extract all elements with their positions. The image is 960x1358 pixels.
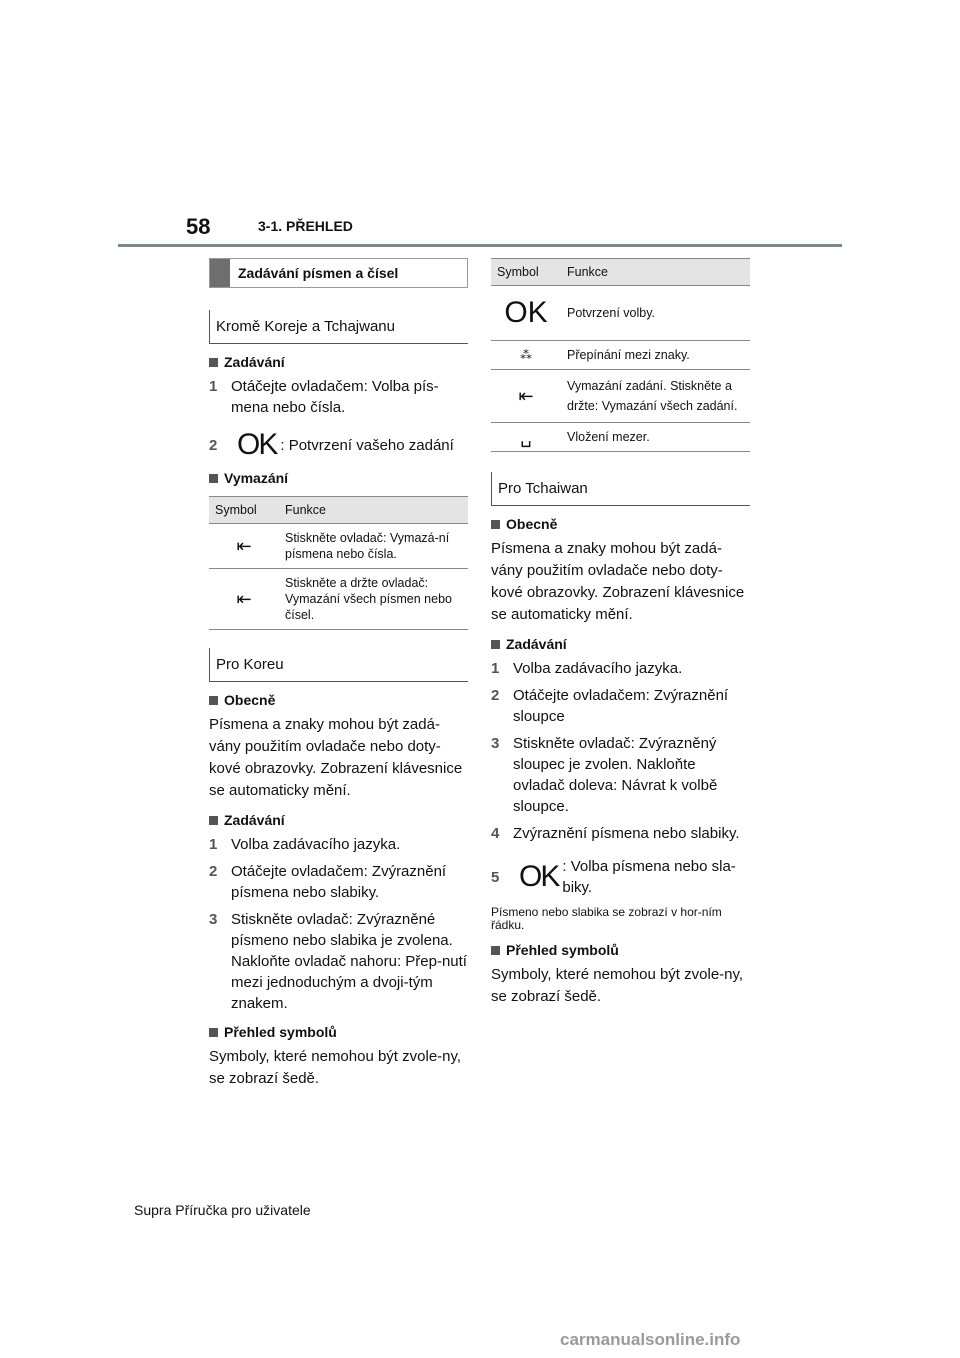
step-3: 3 Stiskněte ovladač: Zvýrazněný sloupec je zvolen. Nakloňte ovladač doleva: Návrat k volbě sloupce. — [491, 735, 718, 815]
ok-icon: OK — [491, 286, 561, 341]
left-column — [209, 258, 468, 1090]
heading-obecne: Obecně — [491, 516, 750, 532]
table-row: OK Potvrzení volby. — [491, 286, 750, 341]
footer-title: Supra Příručka pro uživatele — [134, 1202, 311, 1218]
heading-obecne: Obecně — [209, 692, 468, 708]
paragraph-prehled: Symboly, které nemohou být zvole-ny, se zobrazí šedě. — [209, 1048, 462, 1087]
delete-icon: ⇤ — [209, 524, 279, 569]
heading-prehled: Přehled symbolů — [209, 1024, 468, 1040]
table-row: ⇤ Stiskněte a držte ovladač: Vymazání všech písmen nebo čísel. — [209, 569, 468, 630]
space-icon: ␣ — [491, 423, 561, 452]
paragraph-prehled: Symboly, které nemohou být zvole-ny, se zobrazí šedě. — [491, 966, 744, 1005]
step-4: 4 Zvýraznění písmena nebo slabiky. — [491, 825, 740, 842]
step-1: 1 Volba zadávacího jazyka. — [491, 660, 683, 677]
paragraph-obecne: Písmena a znaky mohou být zadá-vány použitím ovladače nebo doty-kové obrazovky. Zobrazení klávesnice se automaticky mění. — [209, 716, 463, 799]
subsection-title: Kromě Koreje a Tchajwanu — [209, 310, 468, 344]
delete-icon: ⇤ — [209, 569, 279, 630]
table-header-function: Funkce — [279, 497, 468, 524]
heading-zadavani: Zadávání — [209, 354, 468, 370]
delete-icon: ⇤ — [491, 370, 561, 423]
subsection-korea: Pro Koreu — [209, 648, 468, 682]
table-row: ⇤ Vymazání zadání. Stiskněte a držte: Vymazání všech zadání. — [491, 370, 750, 423]
note-text: Písmeno nebo slabika se zobrazí v hor-ním řádku. — [491, 905, 722, 932]
table-row: ␣ Vložení mezer. — [491, 423, 750, 452]
step-2: 2 Otáčejte ovladačem: Zvýraznění sloupce — [491, 687, 729, 725]
paragraph-obecne: Písmena a znaky mohou být zadá-vány použitím ovladače nebo doty-kové obrazovky. Zobrazení klávesnice se automaticky mění. — [491, 540, 745, 623]
switch-characters-icon: ⁂ — [491, 341, 561, 370]
ok-icon: OK — [237, 428, 277, 461]
table-row: ⇤ Stiskněte ovladač: Vymazá-ní písmena nebo čísla. — [209, 524, 468, 569]
step-3: 3 Stiskněte ovladač: Zvýrazněné písmeno nebo slabika je zvolena. Nakloňte ovladač nahoru: Přep-nutí mezi jednoduchým a dvoji-tým znakem. — [209, 911, 467, 1012]
korea-symbols-table — [491, 258, 750, 452]
header-divider — [118, 244, 842, 247]
table-row: ⁂ Přepínání mezi znaky. — [491, 341, 750, 370]
right-column — [491, 258, 750, 1008]
section-title-box — [209, 258, 468, 288]
heading-vymazani: Vymazání — [209, 470, 468, 486]
ok-icon: OK — [519, 860, 559, 893]
section-title-marker — [210, 259, 230, 287]
page-number: 58 — [186, 214, 211, 239]
table-header-symbol: Symbol — [491, 259, 561, 286]
watermark: carmanualsonline.info — [560, 1330, 741, 1349]
table-header-function: Funkce — [561, 259, 750, 286]
table-header-symbol: Symbol — [209, 497, 279, 524]
section-title: Zadávání písmen a čísel — [238, 265, 399, 281]
step-2: 2 Otáčejte ovladačem: Zvýraznění písmena nebo slabiky. — [209, 863, 447, 901]
heading-zadavani: Zadávání — [491, 636, 750, 652]
subsection-taiwan: Pro Tchaiwan — [491, 472, 750, 506]
step-1: 1 Volba zadávacího jazyka. — [209, 836, 401, 853]
step-5: 5 OK : Volba písmena nebo sla-biky. — [491, 858, 736, 896]
step-2: 2 OK : Potvrzení vašeho zadání — [209, 428, 454, 461]
delete-symbols-table — [209, 496, 468, 630]
step-1: 1 Otáčejte ovladačem: Volba pís-mena nebo čísla. — [209, 378, 439, 416]
heading-prehled: Přehled symbolů — [491, 942, 750, 958]
heading-zadavani-2: Zadávání — [209, 812, 468, 828]
chapter-title: 3-1. PŘEHLED — [258, 218, 353, 234]
